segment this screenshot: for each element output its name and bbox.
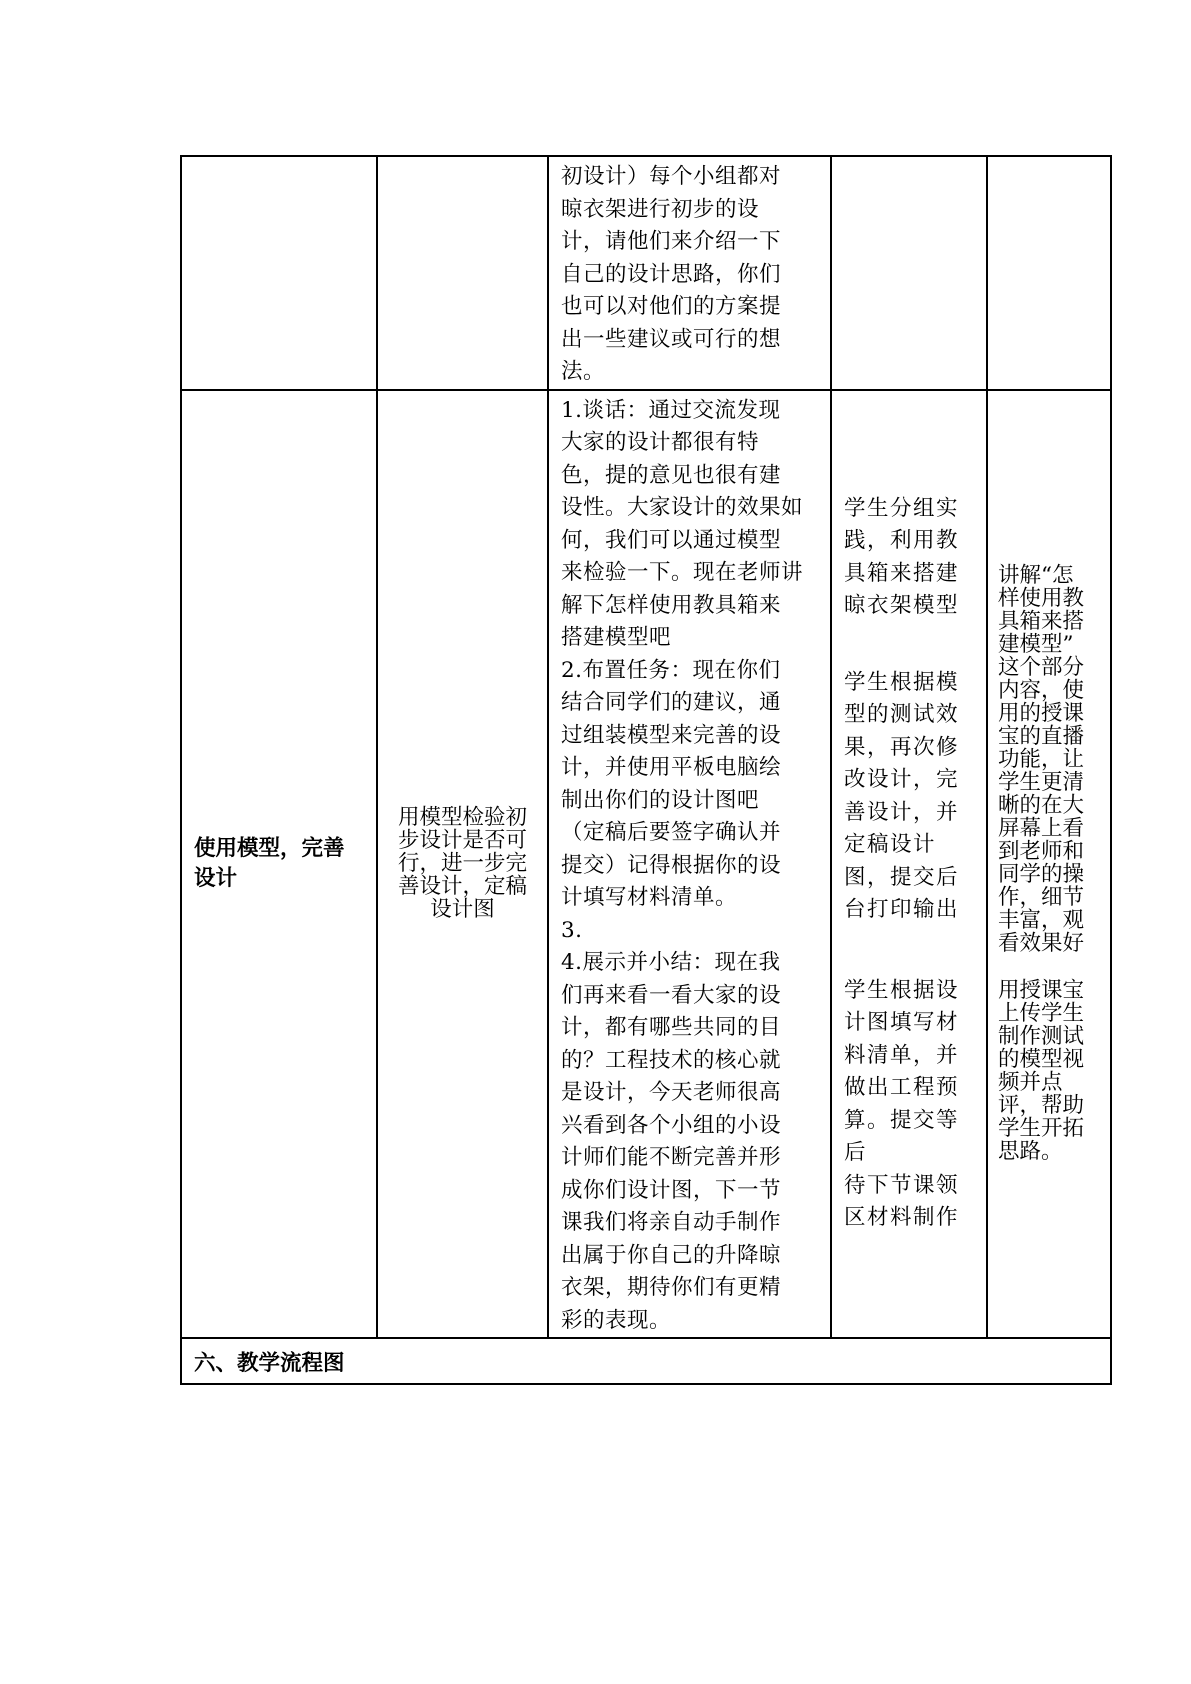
teacher-activity-cell <box>548 156 831 390</box>
goal-cell <box>377 156 548 390</box>
student-activity-text: 学生分组实 践，利用教 具箱来搭建 晾衣架模型 <box>844 495 960 619</box>
table-row <box>181 390 1111 1339</box>
student-activity-text: 学生根据模 型的测试效 果，再次修 改设计，完 善设计，并 定稿设计 图，提交后 台打印输出 <box>844 669 960 923</box>
stage-cell <box>181 156 377 390</box>
teacher-activity-cell <box>548 390 831 1339</box>
student-activity-text: 学生根据设 计图填写材 料清单，并 做出工程预 算。提交等后 待下节课领 区材料制作 <box>844 977 960 1231</box>
teacher-activity-text: 1.谈话：通过交流发现 大家的设计都很有特 色，提的意见也很有建 设性。大家设计的效果如 何，我们可以通过模型 来检验一下。现在老师讲 解下怎样使用教具箱来 搭建模型吧 2.布置任务：现在你们 结合同学们的建议，通 过组装模型来完善的设 计，并使用平板电脑绘 制出你们的设计图吧 （定稿后要签字确认并 提交）记得根据你的设 计填写材料清单。 3. 4.展示并小结：现在我 们再来看一看大家的设 计，都有哪些共同的目 的？工程技术的核心就 是设计，今天老师很高 兴看到各个小组的小设 计师们能不断完善并形 成你们设计图，下一节 课我们将亲自动手制作 出属于你自己的升降晾 衣架，期待你们有更精 彩的表现。 <box>561 397 804 1333</box>
stage-goal: 用模型检验初 步设计是否可 行，进一步完 善设计，定稿 设计图 <box>377 390 548 1339</box>
stage-title: 使用模型，完善 设计 <box>181 390 377 1339</box>
section-heading: 六、教学流程图 <box>181 1338 1111 1384</box>
lesson-plan-table <box>180 155 1112 1385</box>
tech-use-text: 用授课宝 上传学生 制作测试 的模型视 频并点 评，帮助 学生开拓 思路。 <box>998 978 1085 1165</box>
section-heading-row <box>181 1338 1111 1384</box>
student-activity-cell <box>831 390 987 1339</box>
tech-use-text: 讲解“怎 样使用教 具箱来搭 建模型” 这个部分 内容，使 用的授课 宝的直播 功能，让 学生更清 晰的在大 屏幕上看 到老师和 同学的操 作，细节 丰富，观 看效果好 <box>998 563 1085 957</box>
tech-use-cell <box>987 156 1111 390</box>
student-activity-cell <box>831 156 987 390</box>
tech-use-cell <box>987 390 1111 1339</box>
table-row <box>181 156 1111 390</box>
teacher-activity-text: 初设计）每个小组都对 晾衣架进行初步的设 计，请他们来介绍一下 自己的设计思路，你们 也可以对他们的方案提 出一些建议或可行的想 法。 <box>561 164 782 384</box>
